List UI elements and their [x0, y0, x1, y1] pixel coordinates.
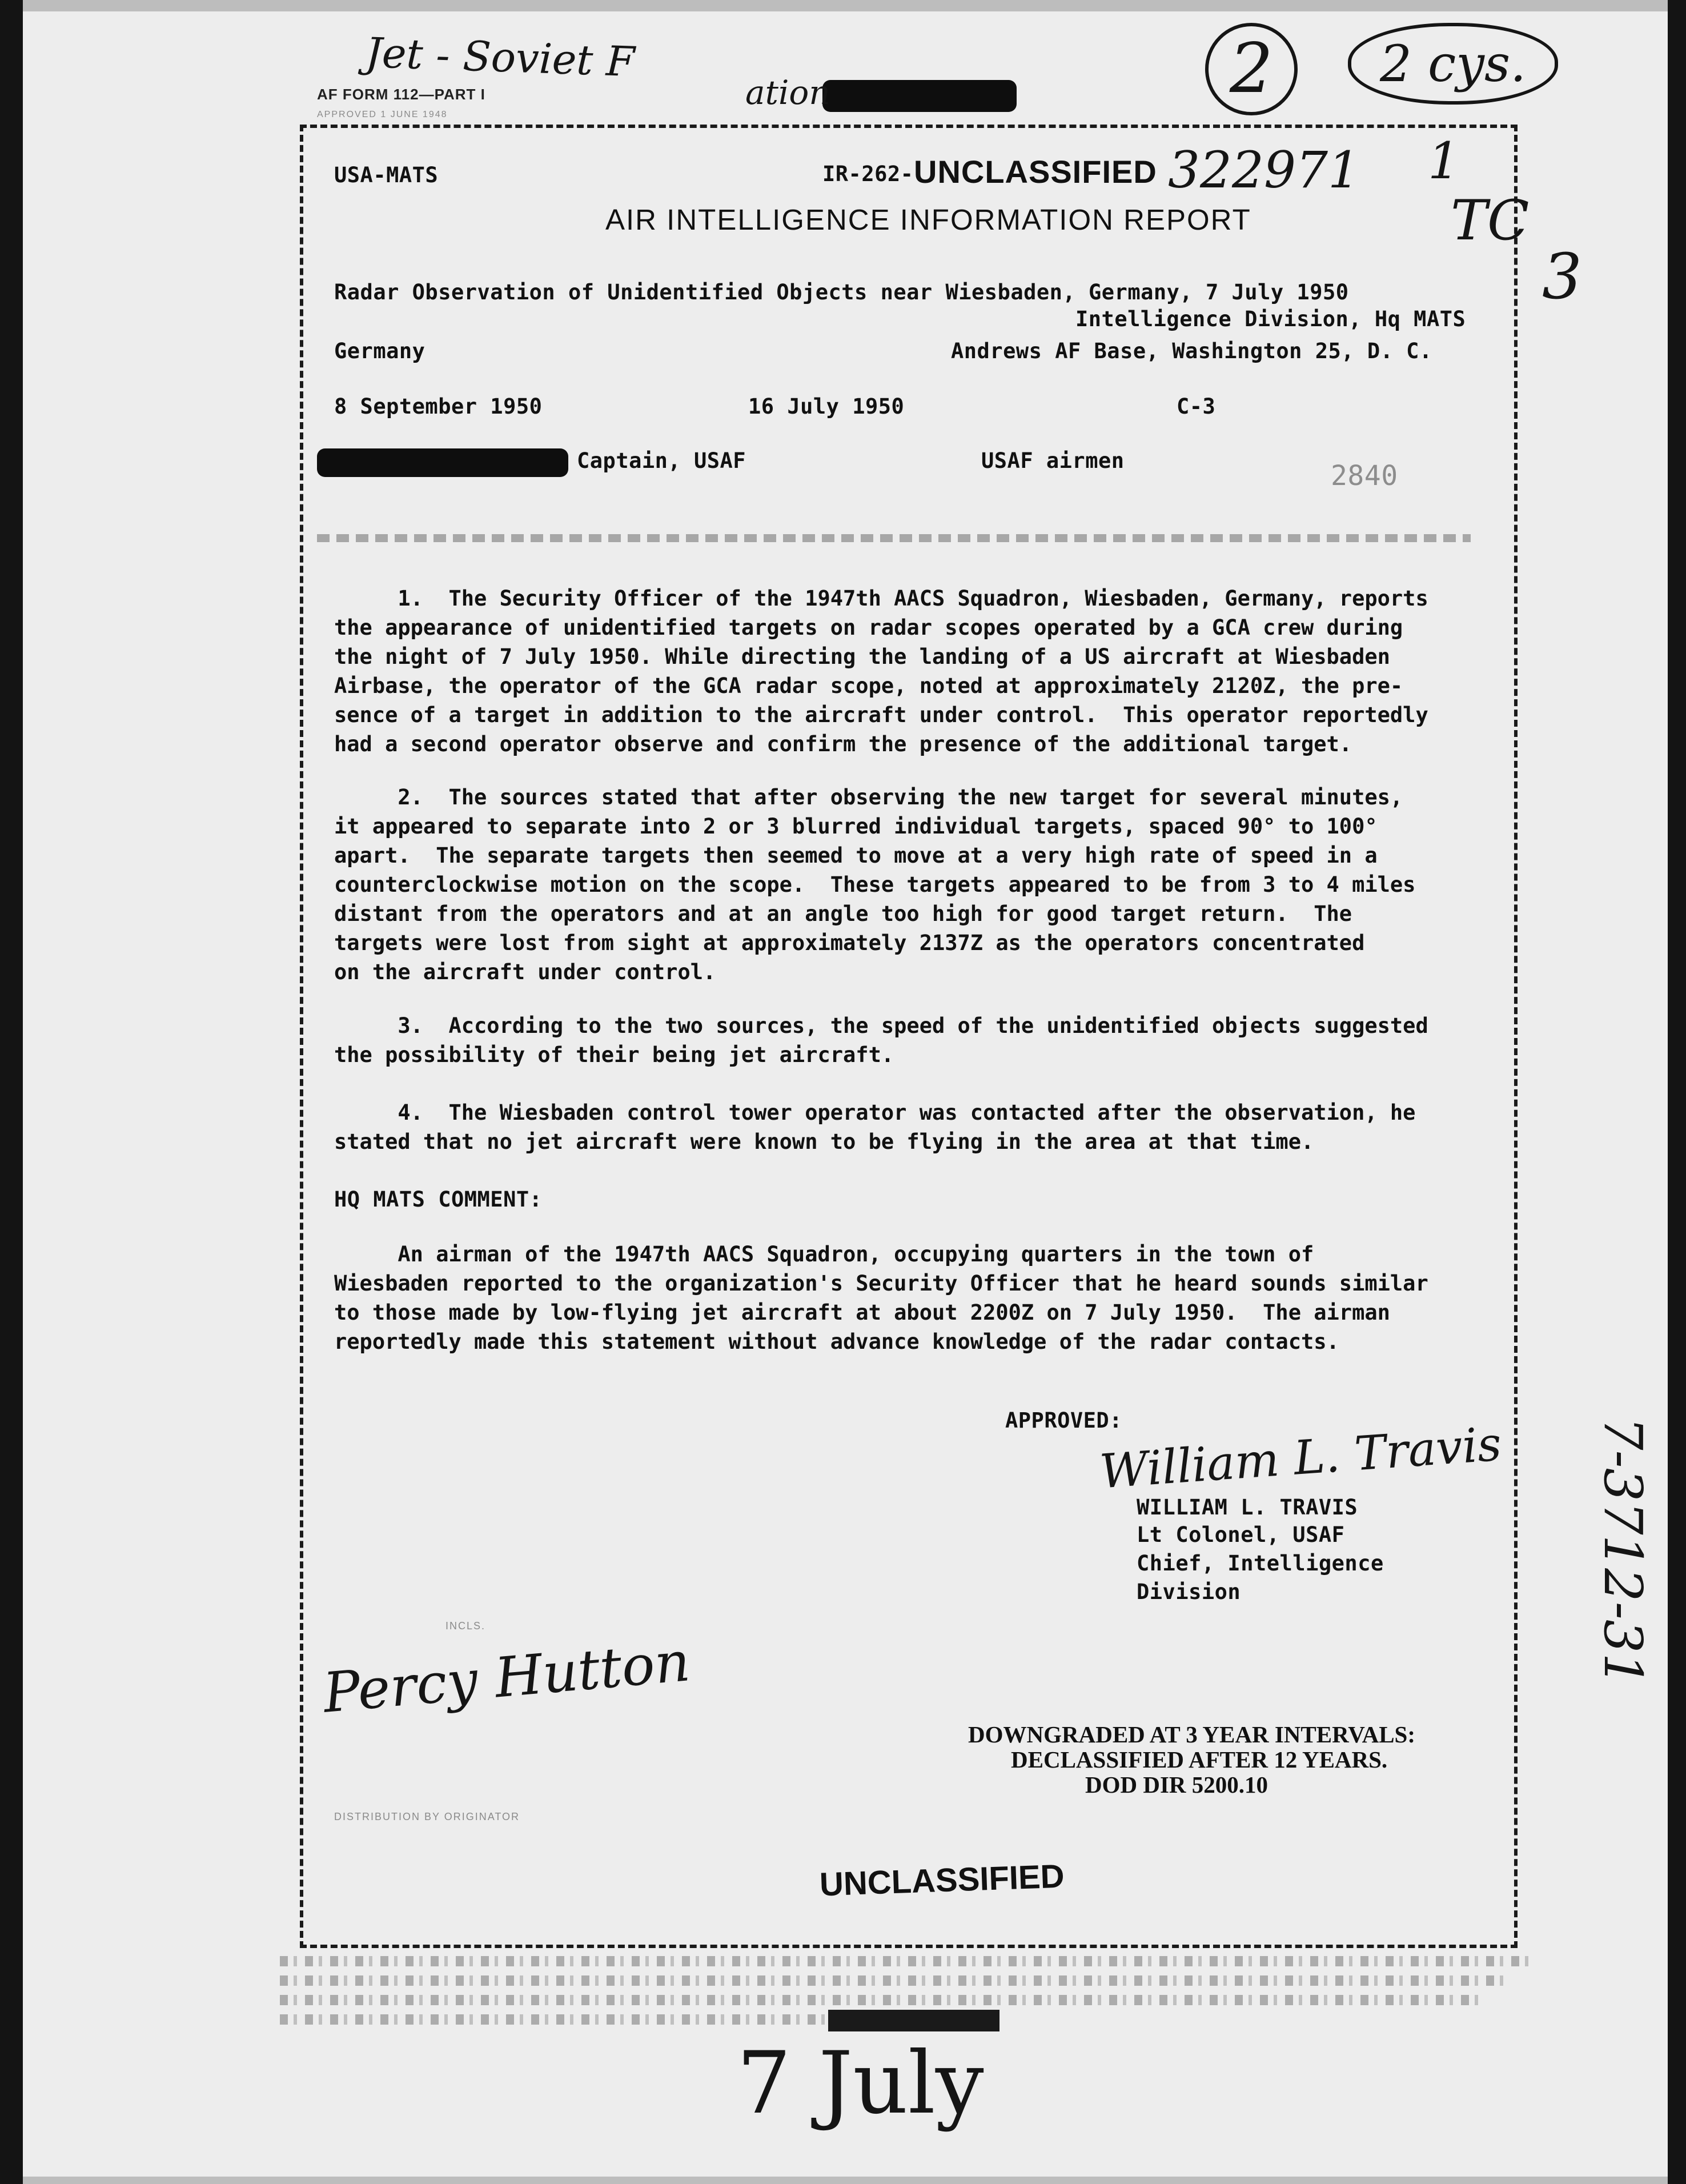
- bottom-classification-stamp: UNCLASSIFIED: [818, 1857, 1065, 1904]
- area: Germany: [334, 339, 425, 363]
- from-line-2: Andrews AF Base, Washington 25, D. C.: [951, 339, 1432, 363]
- from-line-1: Intelligence Division, Hq MATS: [1075, 307, 1466, 331]
- paragraph-3: 3. According to the two sources, the speed of the unidentified objects suggested the possibility of their being jet aircraft.: [334, 1013, 1428, 1067]
- handwritten-tc: TC: [1451, 189, 1530, 253]
- paragraph-2: 2. The sources stated that after observing the new target for several minutes, it appeared to separate into 2 or 3 blurred individual targets, spaced 90° to 100° apart. The separate targets then seemed to move at a very high rate of speed in a counterclockwise motion on the scope. These targets appeared to be from 3 to 4 miles distant from the operators and at an angle too high for good target return. The targets were lost from sight at approximately 2137Z as the operators concentrated on the aircraft under control.: [334, 785, 1416, 984]
- handwritten-mark: 2: [1205, 23, 1298, 115]
- approver-title-2: Division: [1137, 1580, 1241, 1604]
- date-of-information: 16 July 1950: [748, 394, 905, 419]
- approver-title-1: Chief, Intelligence: [1137, 1551, 1384, 1576]
- left-signature: Percy Hutton: [320, 1629, 693, 1725]
- downgrade-line-1: DOWNGRADED AT 3 YEAR INTERVALS:: [968, 1721, 1416, 1748]
- approved-label: APPROVED:: [1005, 1408, 1122, 1433]
- comment-heading: HQ MATS COMMENT:: [334, 1187, 543, 1212]
- stamped-number: 2840: [1331, 460, 1398, 492]
- inclosures-label: INCLS.: [445, 1620, 486, 1632]
- date-of-report: 8 September 1950: [334, 394, 543, 419]
- downgrade-line-2: DECLASSIFIED AFTER 12 YEARS.: [1011, 1746, 1388, 1773]
- form-approved-note: APPROVED 1 JUNE 1948: [317, 110, 448, 119]
- redaction-top: [822, 80, 1017, 112]
- handwritten-subject: Jet - Soviet F: [364, 28, 636, 86]
- handwritten-number-one: 1: [1428, 131, 1460, 190]
- handwritten-subject-tail: ation: [745, 73, 830, 112]
- source: USAF airmen: [981, 448, 1125, 473]
- handwritten-margin-number: 7-3712-31: [1592, 1417, 1653, 1686]
- report-number: IR-262-: [822, 162, 914, 186]
- paragraph-4: 4. The Wiesbaden control tower operator was contacted after the observation, he stated that no jet aircraft were known to be flying in the area at that time.: [334, 1100, 1416, 1154]
- paragraph-1: 1. The Security Officer of the 1947th AACS Squadron, Wiesbaden, Germany, reports the appearance of unidentified targets on radar scopes operated by a GCA crew during the night of 7 July 1950. While directing the landing of a US aircraft at Wiesbaden Airbase, the operator of the GCA radar scope, noted at approximately 2120Z, the pre- sence of a target in addition to the aircraft under control. This operator reportedly had a second operator observe and confirm the presence of the additional target.: [334, 586, 1428, 756]
- form-id: AF FORM 112—PART I: [317, 86, 485, 103]
- handwritten-copies: 2 cys.: [1348, 23, 1558, 105]
- prepared-by: Captain, USAF: [577, 448, 746, 473]
- approver-rank: Lt Colonel, USAF: [1137, 1522, 1345, 1547]
- distribution-label: DISTRIBUTION BY ORIGINATOR: [334, 1811, 520, 1822]
- redaction-preparer: [317, 448, 568, 477]
- comment-text: An airman of the 1947th AACS Squadron, occupying quarters in the town of Wiesbaden reported to the organization's Security Officer that he heard sounds similar to those made by low-flying jet aircraft at about 2200Z on 7 July 1950. The airman reportedly made this statement without advance knowledge of the radar contacts.: [334, 1242, 1428, 1354]
- scan-dark-edge-right: [1668, 0, 1686, 2184]
- handwritten-count: 3: [1542, 240, 1582, 313]
- approver-signature: William L. Travis: [1098, 1417, 1503, 1500]
- downgrade-line-3: DOD DIR 5200.10: [1085, 1772, 1268, 1798]
- evaluation: C-3: [1177, 394, 1216, 419]
- handwritten-bottom-date: 7 July: [737, 2034, 984, 2133]
- strike-bar: [828, 2010, 999, 2031]
- approver-name: WILLIAM L. TRAVIS: [1137, 1495, 1358, 1520]
- originating-agency: USA-MATS: [334, 163, 439, 187]
- report-subject: Radar Observation of Unidentified Objects near Wiesbaden, Germany, 7 July 1950: [334, 280, 1349, 304]
- classification-stamp: UNCLASSIFIED: [914, 154, 1157, 190]
- summary-line-placeholder: [317, 534, 1471, 542]
- scan-dark-edge-left: [0, 0, 23, 2184]
- report-title: AIR INTELLIGENCE INFORMATION REPORT: [605, 203, 1251, 236]
- handwritten-file-number: 322971: [1168, 141, 1360, 199]
